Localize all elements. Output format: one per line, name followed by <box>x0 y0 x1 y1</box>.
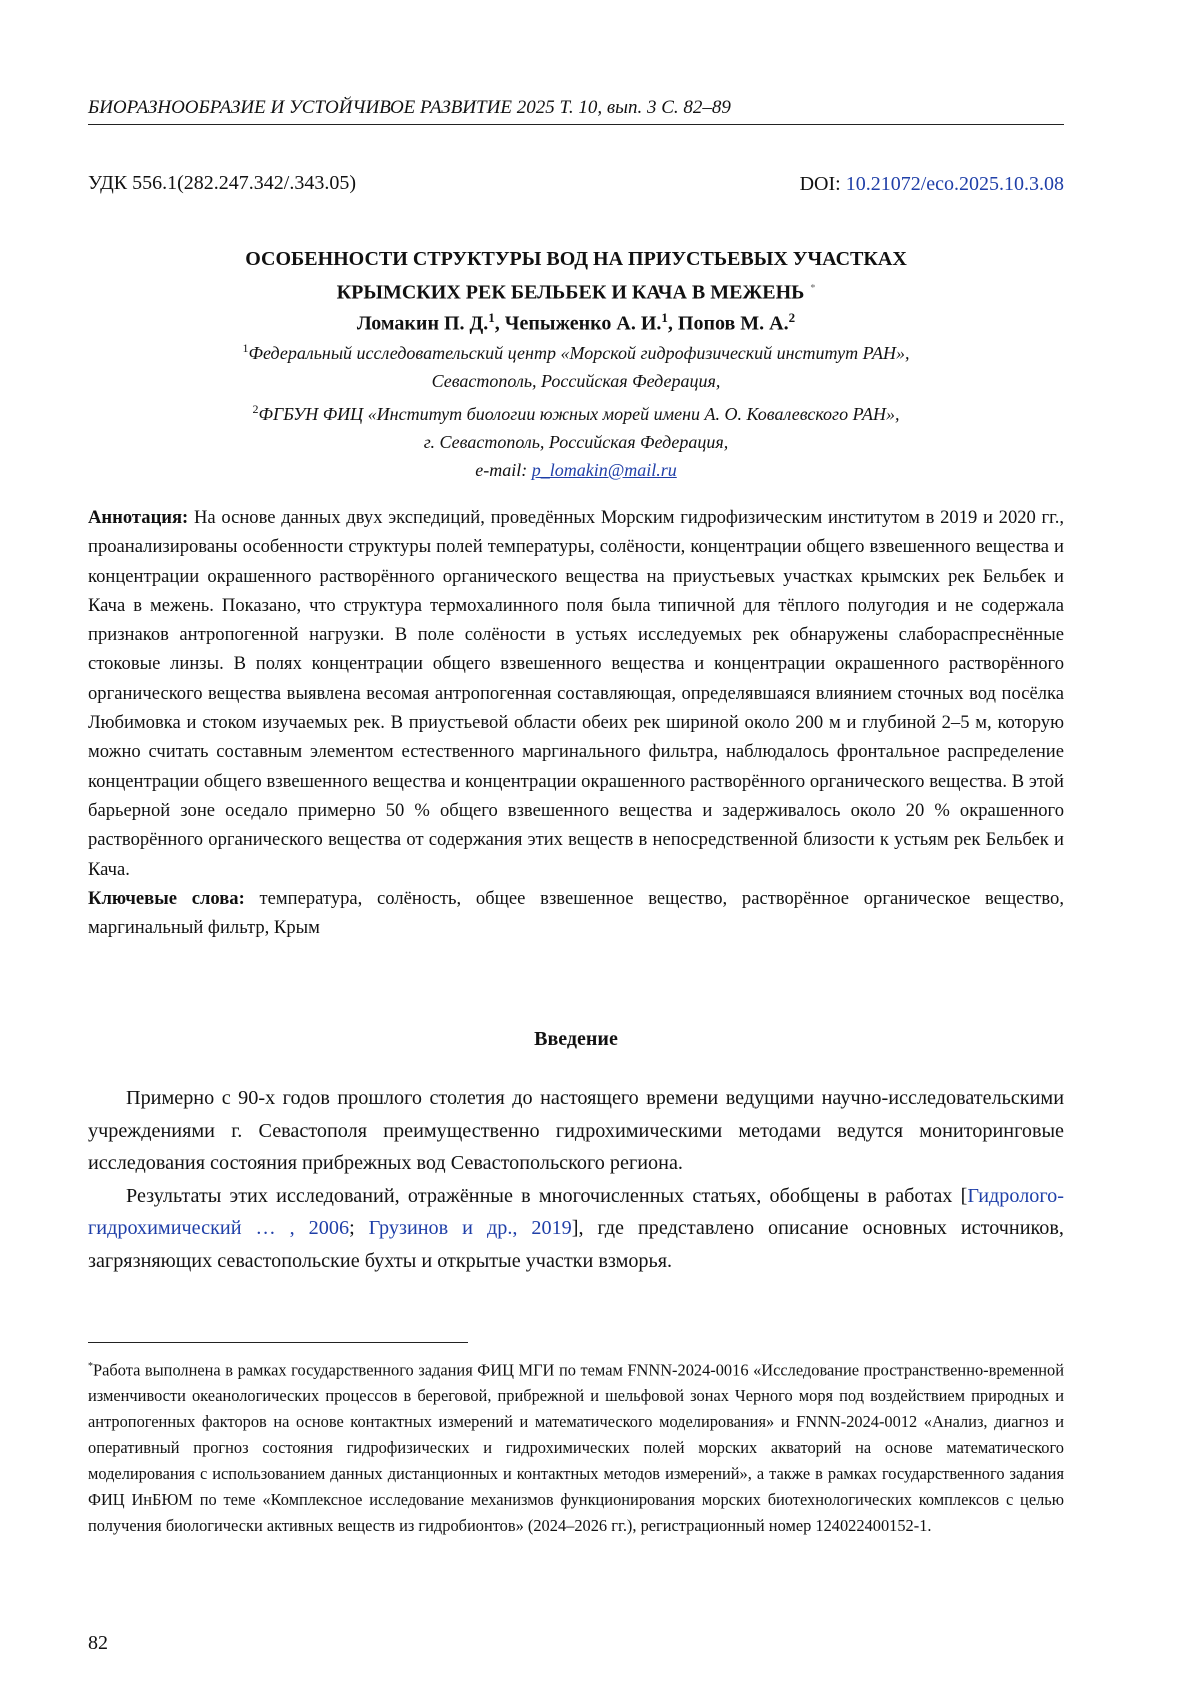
doi-label: DOI: <box>799 173 846 195</box>
reference-link-2[interactable]: Грузинов и др., 2019 <box>368 1217 572 1239</box>
page <box>88 0 1064 1697</box>
affiliation-2: $^2$ФГБУН ФИЦ «Институт биологии южных морей имени А. О. Ковалевского РАН», <box>252 402 900 424</box>
email: e-mail: p_lomakin@mail.ru <box>475 460 677 480</box>
intro-paragraph-1: Примерно с 90-х годов прошлого столетия до настоящего времени ведущими научно-исследовательскими учреждениями г. Севастополя преимущественно гидрохимическими методами ведутся мониторинговые исследования состояния прибрежных вод Севастопольского региона. <box>88 1087 1064 1174</box>
affiliation-1-city: Севастополь, Российская Федерация, <box>431 371 721 391</box>
abstract <box>88 503 1064 942</box>
footnote-mark: * <box>88 1361 93 1372</box>
footnote <box>88 1354 1064 1539</box>
affiliation-2-city: г. Севастополь, Российская Федерация, <box>423 432 729 452</box>
abstract-text: На основе данных двух экспедиций, проведённых Морским гидрофизическим институтом в 2019 и 2020 гг., проанализированы особенности структуры полей температуры, солёности, концентрации общего взвешенного вещества и концентрации окрашенного растворённого органического вещества на приустьевых участках крымских рек Бельбек и Кача в межень. Показано, что структура термохалинного поля была типичной для тёплого полугодия и не содержала признаков антропогенной нагрузки. В поле солёности в устьях исследуемых рек обнаружены слабораспреснённые стоковые линзы. В полях концентрации общего взвешенного вещества и концентрации окрашенного растворённого органического вещества выявлена весомая антропогенная составляющая, определявшаяся влиянием сточных вод посёлка Любимовка и стоком изучаемых рек. В приустьевой области обеих рек шириной около 200 м и глубиной 2–5 м, которую можно считать составным элементом естественного маргинального фильтра, наблюдалось фронтальное распределение концентрации общего взвешенного вещества и концентрации окрашенного растворённого органического вещества. В этой барьерной зоне оседало примерно 50 % общего взвешенного вещества и задерживалось около 20 % окрашенного растворённого органического вещества от содержания этих веществ в непосредственной близости к устьям рек Бельбек и Кача. <box>88 507 1064 880</box>
page-number: 82 <box>88 1632 108 1654</box>
intro-paragraph-2: Результаты этих исследований, отражённые в многочисленных статьях, обобщены в работах [Гидролого-гидрохимический … , 2006; Грузинов и др., 2019], где представлено описание основных источников, загрязняющих севастопольские бухты и открытые участки взморья. <box>88 1184 1064 1272</box>
keywords-label: Ключевые слова: <box>88 887 245 909</box>
keywords <box>88 884 1064 943</box>
doi-link[interactable]: 10.21072/eco.2025.10.3.08 <box>845 173 1064 195</box>
section-heading-intro: Введение <box>534 1028 618 1050</box>
author-1: Ломакин П. Д. <box>356 312 489 335</box>
author-2: Чепыженко А. И. <box>504 312 662 335</box>
affiliations <box>88 334 1064 484</box>
keywords-text: температура, солёность, общее взвешенное вещество, растворённое органическое вещество, маргинальный фильтр, Крым <box>88 887 1064 939</box>
journal-header: БИОРАЗНООБРАЗИЕ И УСТОЙЧИВОЕ РАЗВИТИЕ 2025 Т. 10, вып. 3 С. 82–89 <box>88 96 1064 125</box>
abstract-label: Аннотация: <box>88 507 189 528</box>
footnote-divider <box>88 1342 468 1343</box>
title-footnote-mark[interactable]: * <box>810 283 816 294</box>
affiliation-1: $^1$Федеральный исследовательский центр «Морской гидрофизический институт РАН», <box>242 341 910 363</box>
abstract-body <box>88 503 1064 884</box>
intro-section <box>88 1082 1064 1277</box>
article-title <box>88 245 1064 308</box>
footnote-text: Работа выполнена в рамках государственного задания ФИЦ МГИ по темам FNNN-2024-0016 «Исследование пространственно-временной изменчивости океанологических процессов в береговой, прибрежной и шельфовой зонах Черного моря под воздействием природных и антропогенных факторов на основе контактных измерений и математического моделирования» и FNNN-2024-0012 «Анализ, диагноз и оперативный прогноз состояния гидрофизических и гидрохимических полей морских акваторий на основе математического моделирования с использованием данных дистанционных и контактных методов измерений», а также в рамках государственного задания ФИЦ ИнБЮМ по теме «Комплексное исследование механизмов функционирования морских биотехнологических комплексов с целью получения биологически активных веществ из гидробионтов» (2024–2026 гг.), регистрационный номер 124022400152-1. <box>88 1360 1064 1536</box>
title-line-2: КРЫМСКИХ РЕК БЕЛЬБЕК И КАЧА В МЕЖЕНЬ * <box>336 281 816 304</box>
udk-code: УДК 556.1(282.247.342/.343.05) <box>88 172 356 194</box>
doi <box>800 173 1064 196</box>
author-3: Попов М. А. <box>677 312 789 335</box>
reference-link-1[interactable]: Гидролого-гидрохимический … , 2006 <box>88 1184 1064 1239</box>
title-line-1: ОСОБЕННОСТИ СТРУКТУРЫ ВОД НА ПРИУСТЬЕВЫХ УЧАСТКАХ <box>245 248 907 270</box>
authors: Ломакин П. Д.$^1$, Чепыженко А. И.$^1$, Попов М. А.$^2$ <box>356 310 796 335</box>
email-link[interactable]: p_lomakin@mail.ru <box>531 460 677 480</box>
